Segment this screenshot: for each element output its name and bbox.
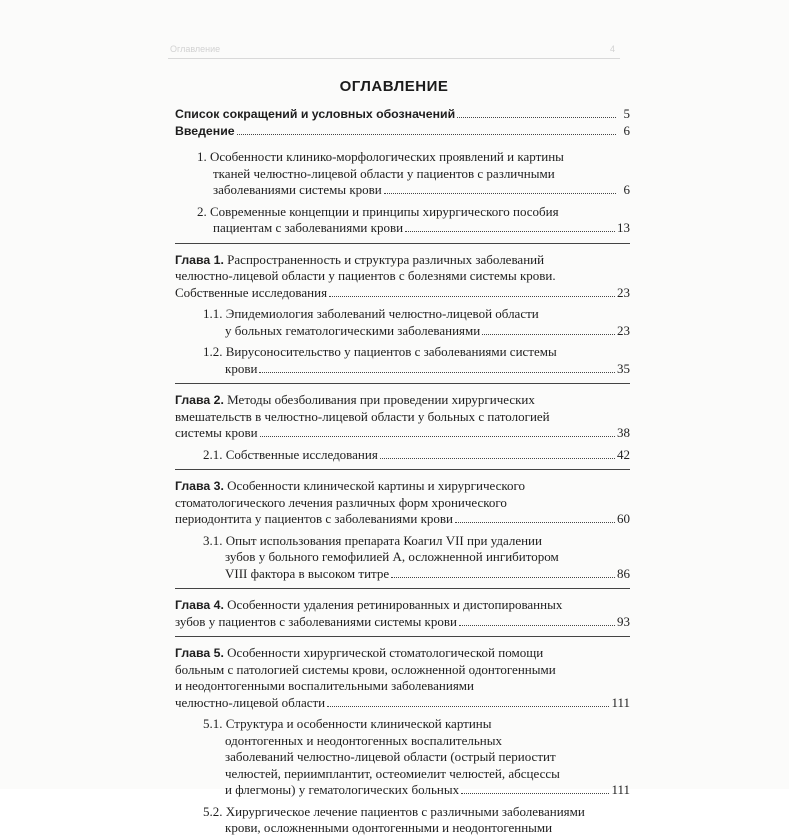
toc-line — [175, 392, 630, 409]
toc-entry-text: и флегмоны) у гематологических больных — [225, 782, 460, 797]
toc-heading-label: Глава 1. — [175, 252, 224, 267]
toc-entry-text: крови, осложненными одонтогенными и неодонтогенными — [225, 820, 553, 835]
toc-page-number: 38 — [617, 425, 630, 440]
toc-page-number: 5 — [623, 106, 630, 121]
dot-leader — [455, 521, 615, 523]
toc-line — [203, 549, 630, 566]
toc-entry-text: зубов у пациентов с заболеваниями системы крови — [175, 613, 457, 629]
toc-page-number: 42 — [617, 446, 630, 462]
toc-page-number: 60 — [617, 511, 630, 526]
toc-line — [175, 252, 630, 269]
toc-entry-text: стоматологического лечения различных форм хронического — [175, 494, 507, 510]
dot-leader — [384, 192, 616, 194]
toc-entry-text: больным с патологией системы крови, осложненной одонтогенными — [175, 661, 556, 677]
toc-entry-3-1[interactable] — [175, 533, 630, 583]
dot-leader — [237, 133, 616, 135]
toc-entry-text: челюстно-лицевой области у пациентов с болезнями системы крови. — [175, 268, 556, 283]
toc-line — [175, 597, 630, 614]
toc-entry-chapter-2[interactable] — [175, 392, 630, 442]
toc-line — [175, 409, 630, 426]
divider — [175, 243, 630, 244]
toc-line — [175, 425, 630, 442]
toc-line — [203, 782, 630, 799]
divider — [175, 588, 630, 589]
toc-entry-5-2[interactable] — [175, 804, 630, 837]
toc-entry-text: Собственные исследования — [175, 284, 328, 300]
toc-line — [197, 220, 630, 237]
divider — [175, 636, 630, 637]
toc-line — [175, 478, 630, 495]
dot-leader — [459, 624, 615, 626]
toc-entry-text: и неодонтогенными воспалительными заболеваниями — [175, 678, 474, 693]
toc-line — [175, 285, 630, 302]
toc-entry-text: челюстей, периимплантит, остеомиелит челюстей, абсцессы — [225, 765, 560, 781]
toc-entry-text: системы крови — [175, 425, 258, 440]
toc-entry-1-1[interactable] — [175, 306, 630, 339]
toc-entry-text: 5.1. Структура и особенности клинической картины — [203, 716, 492, 731]
toc-entry-text: 1.1. Эпидемиология заболеваний челюстно-лицевой области — [203, 306, 539, 321]
toc-entry-text: челюстно-лицевой области — [175, 694, 326, 710]
dot-leader — [380, 457, 615, 459]
toc-line — [203, 447, 630, 464]
page-title: ОГЛАВЛЕНИЕ — [339, 78, 449, 95]
page-number: 4 — [610, 44, 616, 54]
toc-entry-text: Методы обезболивания при проведении хирургических — [227, 392, 535, 407]
dot-leader — [260, 435, 615, 437]
toc-line — [175, 662, 630, 679]
toc-line — [203, 344, 630, 361]
toc-line — [197, 166, 630, 183]
toc-line — [203, 749, 630, 766]
toc-entry-introduction[interactable] — [175, 123, 630, 140]
toc-entry-text: VIII фактора в высоком титре — [225, 565, 390, 581]
toc-entry-1-2[interactable] — [175, 344, 630, 377]
toc-line — [203, 733, 630, 750]
dot-leader — [391, 576, 615, 578]
toc-line — [175, 268, 630, 285]
dot-leader — [457, 116, 616, 118]
toc-entry-text: 3.1. Опыт использования препарата Коагил VII при удалении — [203, 532, 542, 548]
toc-line — [197, 182, 630, 199]
toc-page-number: 86 — [617, 565, 630, 581]
toc-heading-label: Введение — [175, 123, 235, 138]
toc-entry-text: 1. Особенности клинико-морфологических проявлений и картины — [197, 149, 564, 164]
table-of-contents — [175, 106, 630, 837]
toc-entry-chapter-4[interactable] — [175, 597, 630, 630]
toc-heading-label: Глава 3. — [175, 479, 224, 493]
toc-line — [203, 306, 630, 323]
toc-entry-text: зубов у больного гемофилией А, осложненной ингибитором — [225, 549, 559, 564]
toc-entry-text: 5.2. Хирургическое лечение пациентов с различными заболеваниями — [203, 803, 585, 819]
toc-entry-text: одонтогенных и неодонтогенных воспалительных — [225, 732, 502, 748]
toc-entry-text: Особенности удаления ретинированных и дистопированных — [227, 597, 563, 612]
toc-line — [175, 614, 630, 631]
toc-entry-intro-2[interactable] — [175, 204, 630, 237]
toc-entry-text: пациентам с заболеваниями крови — [213, 220, 404, 235]
toc-line — [175, 511, 630, 528]
toc-line — [203, 533, 630, 550]
toc-entry-text: 2. Современные концепции и принципы хирургического пособия — [197, 203, 559, 219]
toc-page-number: 13 — [617, 220, 630, 235]
toc-entry-text: периодонтита у пациентов с заболеваниями крови — [175, 511, 453, 526]
toc-entry-text: 1.2. Вирусоносительство у пациентов с заболеваниями системы — [203, 344, 557, 359]
toc-line — [203, 716, 630, 733]
toc-page-number: 6 — [623, 122, 630, 138]
toc-line — [175, 495, 630, 512]
toc-entry-chapter-3[interactable] — [175, 478, 630, 528]
dot-leader — [259, 371, 615, 373]
toc-entry-text: тканей челюстно-лицевой области у пациентов с различными — [213, 165, 555, 181]
toc-line — [175, 645, 630, 662]
toc-page-number: 111 — [611, 694, 630, 710]
toc-line — [203, 361, 630, 378]
toc-page-number: 111 — [611, 782, 630, 797]
toc-page-number: 6 — [623, 182, 630, 197]
dot-leader — [461, 792, 609, 794]
toc-page-number: 23 — [617, 322, 630, 338]
dot-leader — [405, 230, 615, 232]
toc-entry-text: заболеваниями системы крови — [213, 182, 382, 197]
toc-line — [197, 149, 630, 166]
toc-entry-chapter-5[interactable] — [175, 645, 630, 711]
toc-line — [175, 695, 630, 712]
toc-line — [203, 566, 630, 583]
toc-line — [175, 123, 630, 140]
toc-entry-text: Особенности клинической картины и хирургического — [227, 478, 526, 493]
toc-heading-label: Глава 4. — [175, 598, 224, 612]
toc-page-number: 35 — [617, 360, 630, 376]
header-rule — [168, 58, 620, 59]
toc-line — [203, 804, 630, 821]
toc-entry-text: у больных гематологическими заболеваниями — [225, 322, 481, 338]
dot-leader — [482, 333, 615, 335]
toc-entry-2-1[interactable] — [175, 447, 630, 464]
toc-heading-label: Глава 2. — [175, 393, 224, 407]
running-title: Оглавление — [170, 44, 221, 54]
toc-line — [203, 323, 630, 340]
divider — [175, 383, 630, 384]
toc-line — [203, 820, 630, 837]
dot-leader — [327, 705, 609, 707]
toc-line — [197, 204, 630, 221]
toc-entry-5-1[interactable] — [175, 716, 630, 799]
toc-page-number: 23 — [617, 284, 630, 300]
toc-entry-abbreviations[interactable] — [175, 106, 630, 123]
toc-line — [175, 106, 630, 123]
dot-leader — [329, 295, 615, 297]
toc-entry-intro-1[interactable] — [175, 149, 630, 199]
toc-entry-chapter-1[interactable] — [175, 252, 630, 302]
toc-entry-text: заболеваний челюстно-лицевой области (острый периостит — [225, 749, 556, 764]
toc-line — [175, 678, 630, 695]
divider — [175, 469, 630, 470]
toc-entry-text: Распространенность и структура различных заболеваний — [227, 251, 545, 267]
toc-entry-text: Особенности хирургической стоматологической помощи — [227, 645, 544, 660]
toc-heading-label: Глава 5. — [175, 646, 224, 660]
toc-page-number: 93 — [617, 613, 630, 629]
toc-entry-text: крови — [225, 360, 258, 376]
toc-entry-text: 2.1. Собственные исследования — [203, 446, 378, 462]
toc-heading-label: Список сокращений и условных обозначений — [175, 107, 456, 121]
toc-entry-text: вмешательств в челюстно-лицевой области у больных с патологией — [175, 408, 550, 424]
toc-line — [203, 766, 630, 783]
